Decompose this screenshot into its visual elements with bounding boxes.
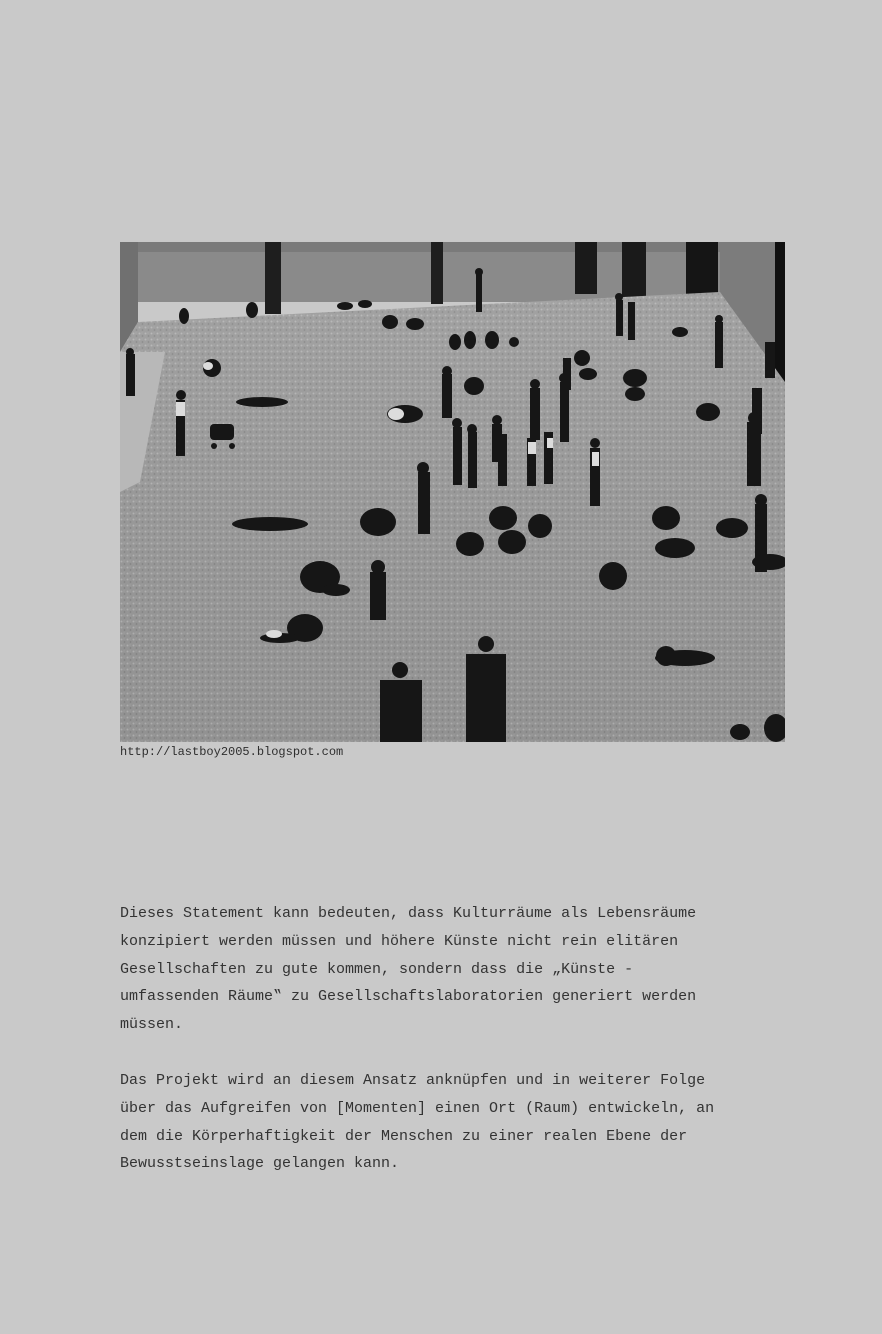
- paragraph-2-line: über das Aufgreifen von [Momenten] einen Ort (Raum) entwickeln, an: [120, 1099, 715, 1117]
- photo-caption: http://lastboy2005.blogspot.com: [120, 745, 344, 759]
- paragraph-1-line: konzipiert werden müssen und höhere Künste nicht rein elitären: [120, 932, 679, 950]
- paragraph-2-line: dem die Körperhaftigkeit der Menschen zu einer realen Ebene der: [120, 1127, 688, 1145]
- paragraph-1-line: Dieses Statement kann bedeuten, dass Kulturräume als Lebensräume: [120, 905, 697, 922]
- paragraph-1: [120, 900, 800, 1039]
- paragraph-1-line: umfassenden Räume‟ zu Gesellschaftslaboratorien generiert werden: [120, 988, 697, 1006]
- paragraph-2: [120, 1067, 800, 1178]
- paragraph-1-line: Gesellschaften zu gute kommen, sondern dass die „Künste -: [120, 960, 634, 978]
- paragraph-1-line: müssen.: [120, 1016, 184, 1034]
- crowd-photo: [120, 242, 785, 742]
- paragraph-2-line: Das Projekt wird an diesem Ansatz anknüpfen und in weiterer Folge: [120, 1072, 706, 1089]
- paragraph-2-line: Bewusstseinslage gelangen kann.: [120, 1155, 400, 1173]
